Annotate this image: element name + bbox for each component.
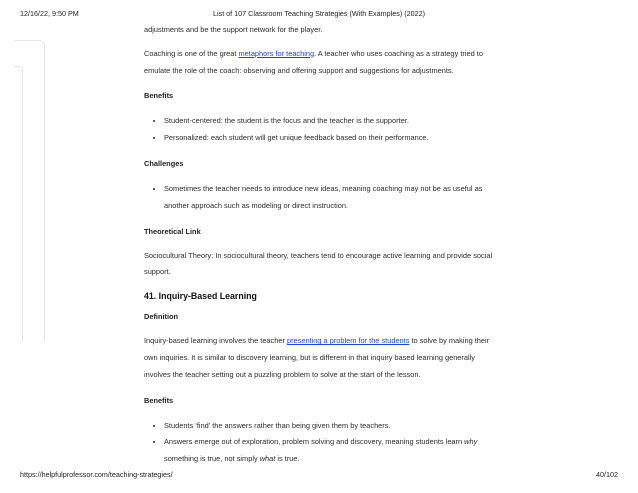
page-number: 40/102 [596,470,618,479]
benefits-list [144,113,496,147]
list-item-text: Answers emerge out of exploration, problem solving and discovery, meaning students learn [164,437,465,447]
print-footer [20,469,618,481]
intro-continuation: adjustments and be the support network for the player. [144,25,323,34]
list-item: • Sometimes the teacher needs to introduce new ideas, meaning coaching may not be as useful as another approach such as modeling or direct instruction. [164,181,496,215]
benefits-list-2 [144,418,496,468]
list-item [164,434,496,468]
list-item: • Student-centered: the student is the focus and the teacher is the supporter. [164,113,496,130]
definition-text-before: Inquiry-based learning involves the teacher [144,336,287,346]
challenges-list [144,181,496,215]
presenting-a-problem-link[interactable]: presenting a problem for the students [286,336,410,346]
coaching-text-before: Coaching is one of the great [144,48,239,58]
list-item: • Students ‘find’ the answers rather than being given them by teachers. [164,418,496,435]
definition-text-after: to solve by making their own inquiries. It is similar to discovery learning, but is different in that inquiry based learning generally involves the teacher setting out a puzzling problem to solve at the start of the lesson. [144,336,490,379]
coaching-text-after: . A teacher who uses coaching as a strategy tried to emulate the role of the coach: observing and offering support and suggestions for adjustments. [144,48,483,75]
list-item: • Personalized: each student will get unique feedback based on their performance. [164,130,496,147]
section-title: 41. Inquiry-Based Learning [144,291,257,302]
emphasis-why: why [464,437,478,447]
theoretical-link-heading: Theoretical Link [144,226,201,236]
list-item-text: is true. [275,454,300,464]
print-page-title: List of 107 Classroom Teaching Strategies (With Examples) (2022) [213,9,425,18]
challenges-heading: Challenges [144,158,184,168]
emphasis-what: what [259,454,276,464]
metaphors-for-teaching-link[interactable]: metaphors for teaching [238,48,315,58]
theoretical-link-text: Sociocultural Theory: In sociocultural theory, teachers tend to encourage active learning and provide social support. [144,250,493,277]
coaching-paragraph [144,46,496,80]
benefits-heading: Benefits [144,91,174,101]
article-body [144,22,496,468]
print-date: 12/16/22, 9:50 PM [20,9,79,18]
print-header [20,8,618,20]
definition-heading: Definition [144,312,179,322]
sidebar-frame-inner [14,66,23,341]
benefits-heading-2: Benefits [144,395,174,405]
page-url: https://helpfulprofessor.com/teaching-strategies/ [20,470,173,479]
definition-paragraph [144,333,496,383]
list-item-text: something is true, not simply [164,454,260,464]
